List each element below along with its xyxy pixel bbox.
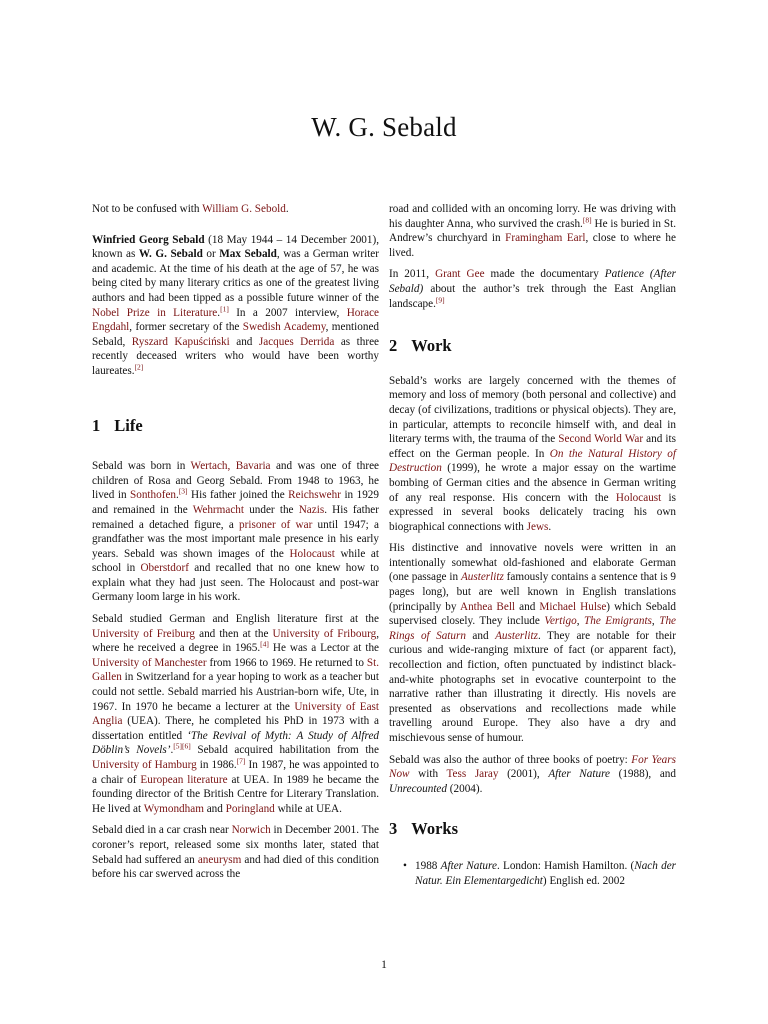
citation-ref[interactable]: [3] xyxy=(178,486,188,496)
thesis-title: ‘The Revival of Myth: A Study of Alfred Döblin’s Novels’ xyxy=(92,729,379,757)
bold-name-short: W. G. Sebald xyxy=(138,248,203,261)
link-aneurysm[interactable]: aneurysm xyxy=(197,853,242,866)
link-univ-freiburg[interactable]: University of Freiburg xyxy=(92,627,196,640)
text: and xyxy=(515,600,540,613)
section-title: Work xyxy=(411,336,452,356)
page-title: W. G. Sebald xyxy=(311,112,457,142)
link-william-sebold[interactable]: William G. Sebold xyxy=(202,203,286,215)
text: . xyxy=(170,744,174,757)
life-paragraph-4 xyxy=(389,267,676,311)
works-list xyxy=(389,859,676,888)
link-rings-of-saturn[interactable]: The Rings of Saturn xyxy=(389,615,677,642)
text: and was one of three children of Rosa and Georg Sebald. From 1948 to 1963, he lived in xyxy=(92,460,379,502)
link-derrida[interactable]: Jacques Derrida xyxy=(258,335,335,348)
page-number: 1 xyxy=(381,959,387,971)
text: . They are notable for their curious and wide-ranging mixture of fact (or apparent fact), recollection and fiction, often punctuated by indistinct black-and-white photographs set in evocative counterpoint to the narrative rather than illustrating it directly. His novels are presented as observations and recollections made while travelling around Europe. They also have a dry and mischievous sense of humour. xyxy=(389,629,677,744)
link-michael-hulse[interactable]: Michael Hulse xyxy=(539,600,607,613)
text: (1999), he wrote a major essay on the wartime bombing of German cities and the absence in German writing of any real response. His concern with the xyxy=(389,462,676,504)
link-vertigo[interactable]: Vertigo xyxy=(544,615,577,628)
citation-ref[interactable]: [2] xyxy=(134,362,144,372)
link-horace-engdahl[interactable]: Horace Engdahl xyxy=(92,306,379,334)
text: until 1947; a grandfather was the most important male presence in his early years. Sebald was shown images of the xyxy=(92,518,379,560)
text: from 1966 to 1969. He returned to xyxy=(206,656,367,669)
text: . xyxy=(217,306,221,319)
book-title-unrecounted: Unrecounted xyxy=(389,782,447,795)
citation-ref[interactable]: [4] xyxy=(260,639,269,649)
link-tess-jaray[interactable]: Tess Jaray xyxy=(446,768,499,781)
text: road and collided with an oncoming lorry. He was driving with his daughter Anna, who survived the crash. xyxy=(389,203,676,230)
text: made the documentary xyxy=(484,268,605,281)
text: about the author’s trek through the East Anglian landscape. xyxy=(389,282,676,310)
text: or xyxy=(202,248,220,261)
section-number: 3 xyxy=(389,819,398,839)
text: famously contains a sentence that is 9 pages long), but are well known in English translations (principally by xyxy=(389,571,677,613)
work-paragraph-3 xyxy=(389,753,676,797)
link-holocaust[interactable]: Holocaust xyxy=(289,547,335,560)
link-st-gallen[interactable]: St. Gallen xyxy=(92,656,380,684)
text: and recalled that no one knew how to explain what they had just seen. The Holocaust and post-war Germany loom large in his work. xyxy=(92,562,379,604)
link-the-emigrants[interactable]: The Emigrants xyxy=(584,615,652,628)
hatnote-text: Not to be confused with xyxy=(92,203,203,215)
text: In 2011, xyxy=(389,268,436,281)
text: , was a German writer and academic. At the time of his death at the age of 57, he was being cited by many literary critics as one of the greatest living authors and had been tipped as a possible future winner of the xyxy=(92,248,379,304)
text: while at UEA. xyxy=(274,802,342,815)
text: and had died of this condition before his car swerved across the xyxy=(92,853,380,881)
text: under the xyxy=(244,503,299,516)
link-univ-hamburg[interactable]: University of Hamburg xyxy=(92,759,197,771)
text: His distinctive and innovative novels were written in an intentionally somewhat old-fashioned and elaborate German (one passage in xyxy=(389,542,676,584)
text: as three recently deceased writers who would have been worthy laureates. xyxy=(92,335,379,377)
link-wehrmacht[interactable]: Wehrmacht xyxy=(192,503,244,516)
life-paragraph-1 xyxy=(92,459,379,605)
link-jews[interactable]: Jews xyxy=(526,520,549,533)
section-number: 1 xyxy=(92,415,101,435)
link-wertach[interactable]: Wertach, Bavaria xyxy=(190,460,271,473)
text: in 1929 and remained in the xyxy=(92,489,379,516)
text: , xyxy=(651,615,660,628)
intro-paragraph xyxy=(92,233,379,379)
text: , former secretary of the xyxy=(129,321,243,334)
section-heading-life xyxy=(92,415,379,435)
life-paragraph-2 xyxy=(92,612,379,816)
link-oberstdorf[interactable]: Oberstdorf xyxy=(140,562,189,575)
text: while at school in xyxy=(92,547,379,575)
text: Sebald studied German and English literature first at the xyxy=(92,613,379,626)
text: in 1986. xyxy=(196,759,237,771)
text: ) English ed. 2002 xyxy=(542,874,625,887)
text: Sebald was born in xyxy=(92,460,191,473)
link-univ-east-anglia[interactable]: University of East Anglia xyxy=(92,700,379,728)
citation-ref[interactable]: [1] xyxy=(220,303,229,313)
life-paragraph-3-continued xyxy=(389,202,676,260)
text: , close to where he lived. xyxy=(389,232,676,259)
text: , xyxy=(576,615,584,628)
text: His father joined the xyxy=(187,489,289,502)
text: (2001), xyxy=(498,768,549,781)
text: (1988), and xyxy=(609,768,676,781)
text: , where he received a degree in 1965. xyxy=(92,627,379,655)
text: with xyxy=(409,768,447,781)
text: and its effect on the German people. In xyxy=(389,433,676,460)
bold-name-full: Winfried Georg Sebald xyxy=(92,233,205,246)
hatnote xyxy=(92,202,379,217)
link-univ-manchester[interactable]: University of Manchester xyxy=(92,656,207,669)
citation-ref[interactable]: [7] xyxy=(236,756,246,766)
link-sonthofen[interactable]: Sonthofen xyxy=(130,489,177,502)
link-natural-history-destruction[interactable]: On the Natural History of Destruction xyxy=(389,447,676,475)
link-kapuscinski[interactable]: Ryszard Kapuściński xyxy=(131,335,230,348)
link-norwich[interactable]: Norwich xyxy=(231,824,271,837)
text: in December 2001. The coroner’s report, released some six months later, stated that Sebald had suffered an xyxy=(92,824,380,866)
section-number: 2 xyxy=(389,336,398,356)
documentary-title: Patience (After Sebald) xyxy=(389,268,677,295)
link-prisoner-of-war[interactable]: prisoner of war xyxy=(239,518,313,531)
link-framingham-earl[interactable]: Framingham Earl xyxy=(505,232,586,245)
text: In 1987, he was appointed to a chair of xyxy=(92,759,379,786)
text: In a 2007 interview, xyxy=(228,306,347,319)
text: . His father remained a detached figure, a xyxy=(92,503,379,531)
text: . xyxy=(548,520,552,533)
text: (UEA). There, he completed his PhD in 1973 with a dissertation entitled xyxy=(92,715,379,742)
text: at UEA. In 1989 he became the founding director of the British Centre for Literary Translation. He lived at xyxy=(92,773,379,815)
hatnote-text-end: . xyxy=(285,203,289,215)
section-heading-works xyxy=(389,819,676,839)
text: Sebald acquired habilitation from the xyxy=(190,744,379,757)
right-column xyxy=(389,202,676,888)
text: and xyxy=(203,802,226,815)
text: (2004). xyxy=(447,782,483,795)
text: in Switzerland for a year hoping to work as a teacher but could not settle. Sebald married his Austrian-born wife, Ute, in 1967. In 1970 he became a lecturer at the xyxy=(92,671,379,713)
link-austerlitz[interactable]: Austerlitz xyxy=(460,571,504,584)
link-holocaust[interactable]: Holocaust xyxy=(615,491,662,504)
list-item xyxy=(403,859,676,888)
text: He was a Lector at the xyxy=(268,642,380,655)
text: . London: Hamish Hamilton. ( xyxy=(496,859,635,872)
bold-name-max: Max Sebald xyxy=(219,248,277,261)
text: Sebald died in a car crash near xyxy=(92,824,232,837)
section-heading-work xyxy=(389,336,676,356)
citation-ref[interactable]: [5][6] xyxy=(173,741,191,751)
link-second-world-war[interactable]: Second World War xyxy=(558,433,644,446)
work-original-title: Nach der Natur. Ein Elementargedicht xyxy=(415,859,677,887)
work-paragraph-2 xyxy=(389,541,676,745)
text: . xyxy=(176,489,179,502)
text: (18 May 1944 – 14 December 2001), known as xyxy=(92,233,379,261)
link-swedish-academy[interactable]: Swedish Academy xyxy=(242,321,326,334)
text: and then at the xyxy=(195,627,273,640)
work-year: 1988 xyxy=(415,859,441,872)
work-title: After Nature xyxy=(440,859,497,872)
link-univ-fribourg[interactable]: University of Fribourg xyxy=(272,627,377,640)
text: Sebald was also the author of three books of poetry: xyxy=(389,753,632,766)
work-paragraph-1 xyxy=(389,374,676,535)
text: He is buried in St. Andrew’s churchyard in xyxy=(389,217,676,245)
link-grant-gee[interactable]: Grant Gee xyxy=(435,268,485,281)
link-anthea-bell[interactable]: Anthea Bell xyxy=(459,600,516,613)
link-austerlitz-2[interactable]: Austerlitz xyxy=(495,629,538,642)
text: is expressed in several books delicately tracing his own biographical connections with xyxy=(389,491,677,533)
link-wymondham[interactable]: Wymondham xyxy=(143,802,204,815)
link-european-literature[interactable]: European literature xyxy=(140,773,228,786)
left-column xyxy=(92,202,379,889)
link-nobel-prize[interactable]: Nobel Prize in Literature xyxy=(92,306,218,319)
text: and xyxy=(229,335,259,348)
link-poringland[interactable]: Poringland xyxy=(225,802,275,815)
text: , mentioned Sebald, xyxy=(92,321,380,348)
text: Sebald’s works are largely concerned with the themes of memory and loss of memory (both personal and collective) and decay (of civilizations, traditions or physical objects). They are, in particular, attempts to reconcile himself with, and deal in literary terms with, the trauma of the xyxy=(389,374,676,446)
section-title: Works xyxy=(411,819,459,839)
link-nazis[interactable]: Nazis xyxy=(298,503,325,516)
citation-ref[interactable]: [9] xyxy=(435,294,445,304)
life-paragraph-3 xyxy=(92,823,379,881)
link-reichswehr[interactable]: Reichswehr xyxy=(288,489,341,502)
section-title: Life xyxy=(114,415,143,435)
link-for-years-now[interactable]: For Years Now xyxy=(389,753,676,781)
citation-ref[interactable]: [8] xyxy=(582,214,592,224)
text: and xyxy=(465,629,496,642)
text: ) which Sebald supervised closely. They include xyxy=(389,600,677,628)
book-title-after-nature: After Nature xyxy=(548,768,610,781)
